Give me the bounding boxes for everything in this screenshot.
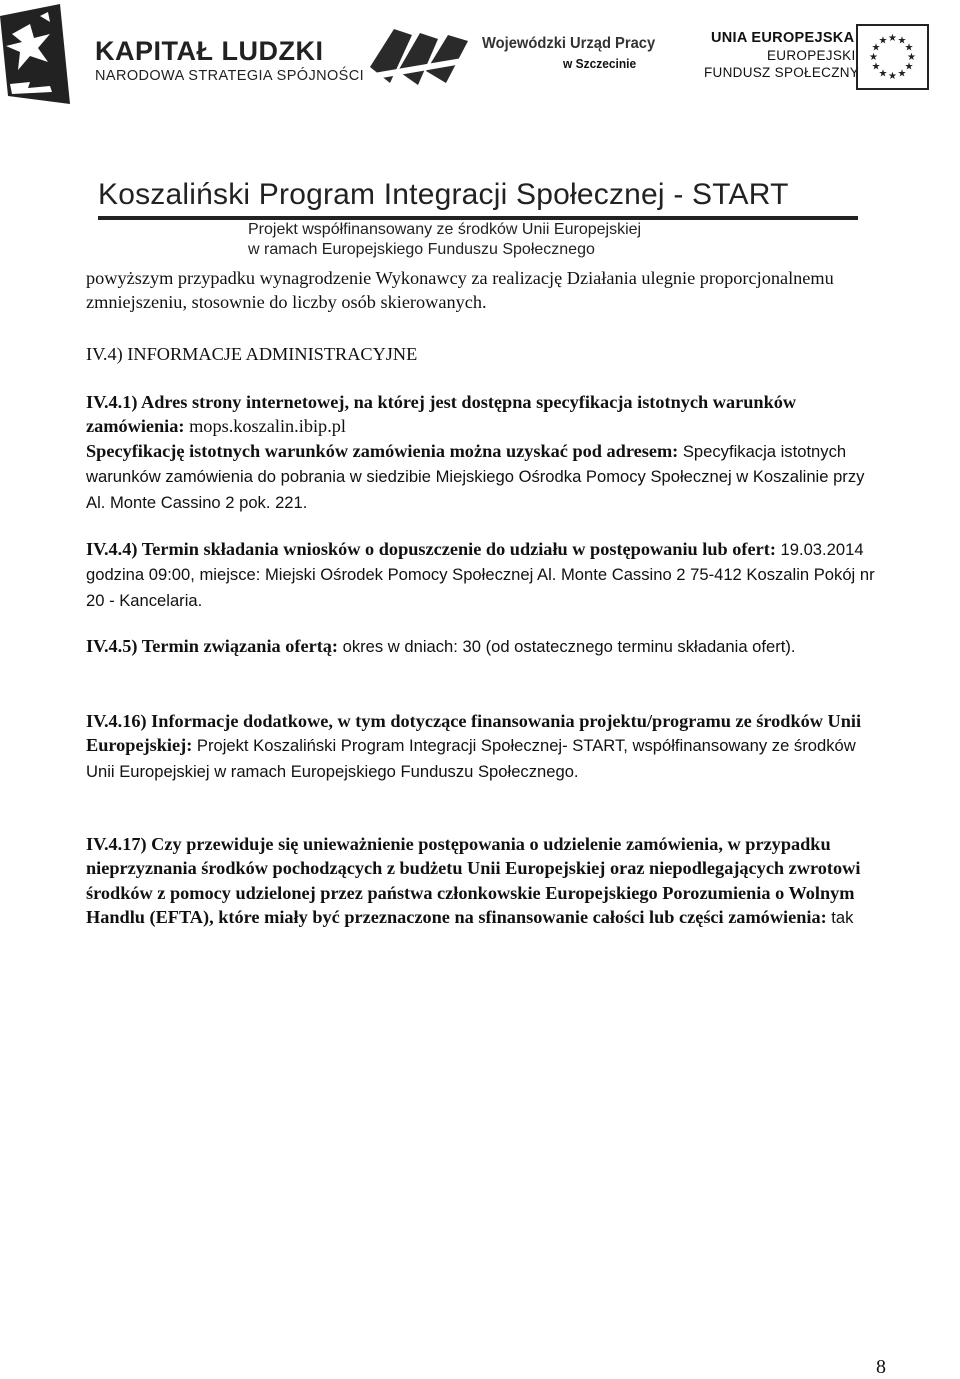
svg-text:★: ★ xyxy=(878,68,888,80)
svg-text:★: ★ xyxy=(907,52,916,63)
header-divider xyxy=(98,216,858,220)
svg-text:★: ★ xyxy=(888,71,897,82)
eu-union-label: UNIA EUROPEJSKA xyxy=(711,30,855,46)
wup-name: Wojewódzki Urząd Pracy xyxy=(482,35,656,52)
section-4-4-16-value: Projekt Koszaliński Program Integracji Społecznej- START, współfinansowany ze środków Unii Europejskiej w ramach Europejskiego Funduszu Społecznego. xyxy=(86,736,856,781)
svg-text:★: ★ xyxy=(904,61,914,73)
page-number: 8 xyxy=(876,1356,886,1378)
section-4-4-5-label: IV.4.5) Termin związania ofertą: xyxy=(86,636,339,656)
section-4-4-4 xyxy=(86,537,886,613)
section-4-4-5 xyxy=(86,634,886,659)
svg-text:★: ★ xyxy=(897,35,907,47)
svg-text:★: ★ xyxy=(897,68,907,80)
svg-text:★: ★ xyxy=(888,33,897,44)
section-siwz-label: Specyfikację istotnych warunków zamówienia można uzyskać pod adresem: xyxy=(86,441,679,461)
section-4-4-16-label: IV.4.16) Informacje dodatkowe, w tym dotyczące finansowania projektu/programu ze środków Unii Europejskiej: xyxy=(86,711,862,756)
section-4-4-1-label: IV.4.1) Adres strony internetowej, na której jest dostępna specyfikacja istotnych warunków zamówienia: xyxy=(86,392,797,437)
eu-flag-icon xyxy=(856,24,929,90)
section-4-4-1-url: mops.koszalin.ibip.pl xyxy=(189,416,346,437)
section-siwz xyxy=(86,439,886,515)
section-4-4-17-value: tak xyxy=(831,908,854,928)
program-subtitle-2: w ramach Europejskiego Funduszu Społecznego xyxy=(248,241,595,258)
intro-paragraph: powyższym przypadku wynagrodzenie Wykonawcy za realizację Działania ulegnie proporcjonalnemu zmniejszeniu, stosownie do liczby osób skierowanych. xyxy=(86,268,834,313)
kapital-ludzki-logo-icon xyxy=(0,4,70,104)
eu-fund-label-2: FUNDUSZ SPOŁECZNY xyxy=(704,65,860,80)
section-4-4-4-value: 19.03.2014 godzina 09:00, miejsce: Miejski Ośrodek Pomocy Społecznej Al. Monte Cassino 2 75-412 Koszalin Pokój nr 20 - Kancelaria. xyxy=(86,540,875,610)
svg-text:★: ★ xyxy=(871,61,881,73)
section-4-4-17 xyxy=(86,832,886,931)
eu-fund-label-1: EUROPEJSKI xyxy=(767,48,856,63)
kapital-ludzki-subtitle: NARODOWA STRATEGIA SPÓJNOŚCI xyxy=(95,68,365,84)
program-title: Koszaliński Program Integracji Społecznej - START xyxy=(98,178,789,211)
section-siwz-value: Specyfikacja istotnych warunków zamówienia do pobrania w siedzibie Miejskiego Ośrodka Pomocy Społecznej w Koszalinie przy Al. Monte Cassino 2 pok. 221. xyxy=(86,442,865,512)
svg-text:★: ★ xyxy=(878,35,888,47)
section-4-4-16 xyxy=(86,709,886,784)
svg-text:★: ★ xyxy=(904,42,914,54)
program-subtitle-1: Projekt współfinansowany ze środków Unii Europejskiej xyxy=(248,221,642,238)
section-4-4-4-label: IV.4.4) Termin składania wniosków o dopuszczenie do udziału w postępowaniu lub ofert: xyxy=(86,539,776,559)
section-4-4-1 xyxy=(86,390,886,439)
wup-city: w Szczecinie xyxy=(563,56,637,71)
section-4-4-17-label: IV.4.17) Czy przewiduje się unieważnienie postępowania o udzielenie zamówienia, w przypadku nieprzyznania środków pochodzących z budżetu Unii Europejskiej oraz niepodlegających zwrotowi środków z pomocy udzielonej przez państwa członkowskie Europejskiego Porozumienia o Wolnym Handlu (EFTA), które miały być przeznaczone na sfinansowanie całości lub części zamówienia: xyxy=(86,834,861,928)
wup-logo-icon xyxy=(368,27,472,87)
svg-text:★: ★ xyxy=(871,42,881,54)
svg-text:★: ★ xyxy=(869,52,878,63)
section-heading-administrative: IV.4) INFORMACJE ADMINISTRACYJNE xyxy=(86,344,418,364)
kapital-ludzki-title: KAPITAŁ LUDZKI xyxy=(95,36,324,66)
section-4-4-5-value: okres w dniach: 30 (od ostatecznego terminu składania ofert). xyxy=(342,637,796,656)
